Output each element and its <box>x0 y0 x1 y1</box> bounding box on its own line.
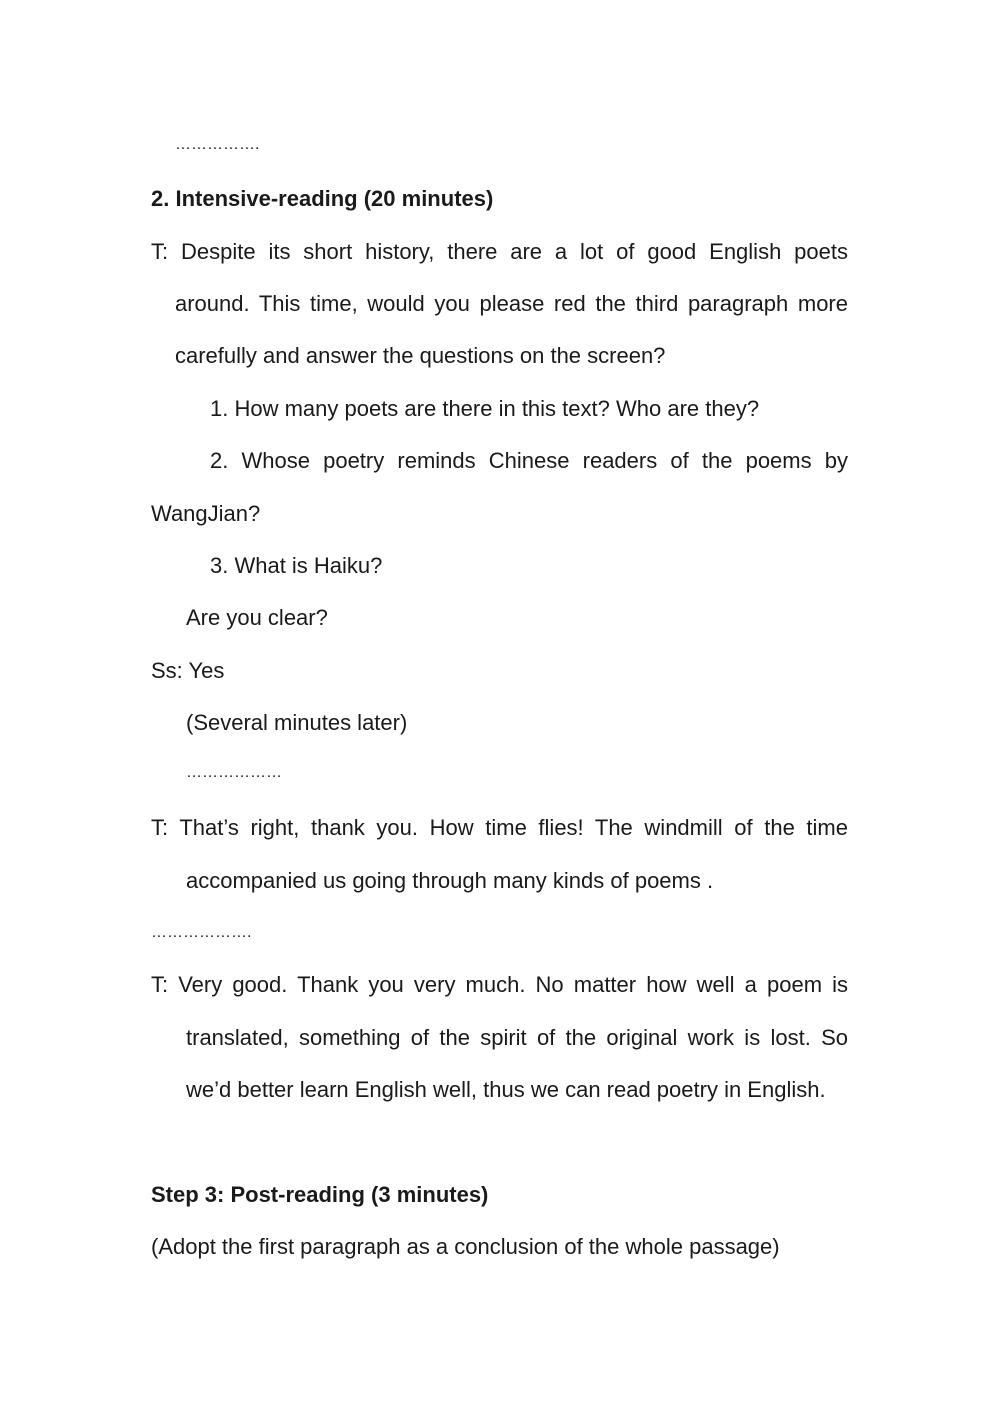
question-1: 1. How many poets are there in this text? Who are they? <box>210 396 760 421</box>
are-you-clear: Are you clear? <box>186 605 328 630</box>
question-2a: 2. Whose poetry reminds Chinese readers of the poems by <box>210 448 848 473</box>
ellipsis-mid: ……………… <box>186 764 282 781</box>
teacher-line-1b: around. This time, would you please red the third paragraph more <box>175 291 848 316</box>
teacher-line-2b: accompanied us going through many kinds of poems . <box>186 868 714 893</box>
question-3: 3. What is Haiku? <box>210 553 383 578</box>
question-2b: WangJian? <box>151 501 261 526</box>
section-heading-intensive-reading: 2. Intensive-reading (20 minutes) <box>151 186 494 211</box>
teacher-line-3b: translated, something of the spirit of the original work is lost. So <box>186 1025 848 1050</box>
step3-text: (Adopt the first paragraph as a conclusion of the whole passage) <box>151 1234 780 1259</box>
several-minutes-later: (Several minutes later) <box>186 710 408 735</box>
step3-heading: Step 3: Post-reading (3 minutes) <box>151 1182 489 1207</box>
ellipsis-left: ………………. <box>151 924 252 941</box>
students-yes: Ss: Yes <box>151 658 225 683</box>
ellipsis-top: ……………. <box>175 136 260 153</box>
teacher-line-2a: T: That’s right, thank you. How time flies! The windmill of the time <box>151 815 848 840</box>
teacher-line-1c: carefully and answer the questions on the screen? <box>175 343 666 368</box>
teacher-line-3a: T: Very good. Thank you very much. No matter how well a poem is <box>151 972 848 997</box>
teacher-line-3c: we’d better learn English well, thus we can read poetry in English. <box>186 1077 826 1102</box>
teacher-line-1a: T: Despite its short history, there are a lot of good English poets <box>151 239 848 264</box>
